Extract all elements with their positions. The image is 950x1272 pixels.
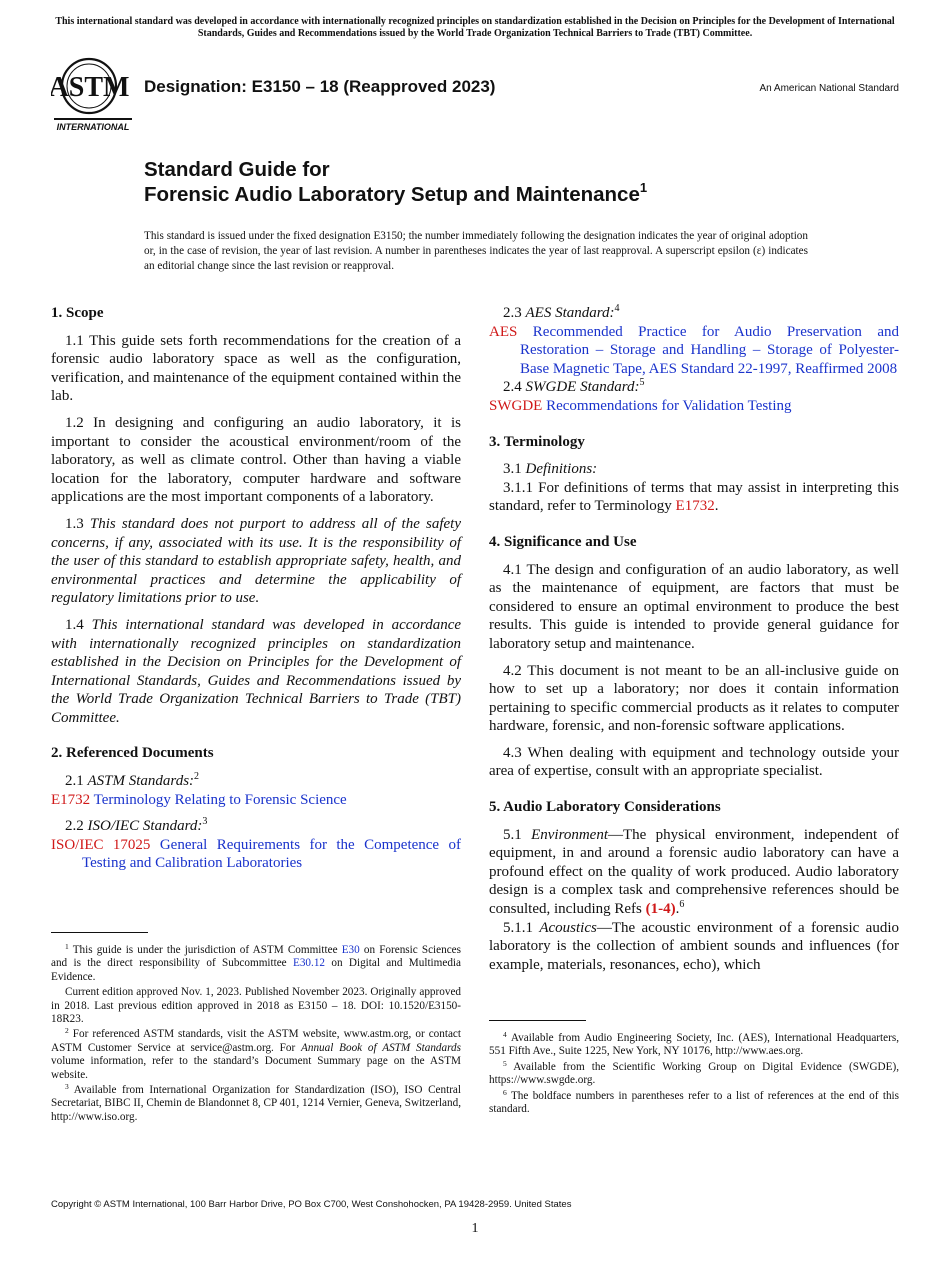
footnotes-right [489, 1032, 899, 1118]
paragraph-4-3: 4.3 When dealing with equipment and technology outside your area of expertise, consult with an appropriate specialist. [489, 744, 899, 780]
terminology-e1732-link[interactable]: E1732 [675, 498, 715, 515]
reference-e1732[interactable] [51, 791, 461, 810]
paragraph-1-4: 1.4 This international standard was developed in accordance with internationally recognized principles on standardization established in the Decision on Principles for the Development of International Standards, Guides and Recommendations issued by the World Trade Organization Technical Barriers to Trade (TBT) Committee. [51, 616, 462, 726]
subsection-2-4: 2.4 SWGDE Standard:$^5$ [503, 377, 645, 396]
footnote-rule-left [51, 932, 148, 933]
footnote-1-edition: Current edition approved Nov. 1, 2023. Published November 2023. Originally approved in 2018. Last previous edition approved in 2018 as E3150 – 18. DOI: 10.1520/E3150-18R23. [51, 986, 461, 1026]
reference-code: SWGDE [489, 397, 543, 414]
svg-text:ASTM: ASTM [51, 72, 130, 103]
left-column [51, 304, 461, 873]
paragraph-1-3: 1.3 This standard does not purport to address all of the safety concerns, if any, associated with its use. It is the responsibility of the user of this standard to establish appropriate safety, health, and environmental practices and determine the applicability of regulatory limitations prior to use. [51, 515, 462, 607]
right-column [489, 304, 899, 974]
paragraph-3-1-1: 3.1.1 For definitions of terms that may assist in interpreting this standard, refer to Terminology E1732. [489, 479, 899, 515]
footnote-rule-right [489, 1020, 586, 1021]
logo-wordmark: INTERNATIONAL [56, 122, 130, 132]
subsection-2-2: 2.2 ISO/IEC Standard:$^3$ [65, 816, 208, 835]
wto-notice: This international standard was developed in accordance with internationally recognized principles on standardization established in the Decision on Principles for the Development of International Standards, Guides and Recommendations issued by the World Trade Organization Technical Barriers to Trade (TBT) Committee. [55, 16, 895, 39]
astm-logo-mark [51, 56, 135, 132]
copyright-line: Copyright © ASTM International, 100 Barr Harbor Drive, PO Box C700, West Conshohocken, PA 19428-2959. United States [51, 1199, 572, 1210]
subsection-2-3: 2.3 AES Standard:$^4$ [503, 303, 620, 321]
document-title [144, 157, 647, 207]
section-heading-significance: 4. Significance and Use [489, 533, 637, 550]
paragraph-4-2: 4.2 This document is not meant to be an all-inclusive guide on how to set up a laboratory; nor does it contain information pertaining to specific commercial products as it relates to computer hardware, forensic, and non-forensic software applications. [489, 662, 899, 735]
reference-title: Recommended Practice for Audio Preservation and Restoration – Storage and Handling – Storage of Polyester-Base Magnetic Tape, AES Standard 22-1997, Reaffirmed 2008 [520, 323, 900, 377]
footnote-ref-3[interactable]: 3 [202, 816, 208, 828]
section-heading-terminology: 3. Terminology [489, 433, 585, 450]
reference-iso-17025[interactable] [51, 836, 461, 873]
reference-code: AES [489, 323, 518, 340]
subcommittee-link[interactable]: E30.12 [293, 957, 326, 970]
title-line-1: Standard Guide for [144, 158, 330, 181]
footnote-ref-2[interactable]: 2 [194, 771, 200, 783]
title-footnote-ref[interactable]: 1 [639, 180, 648, 195]
paragraph-4-1: 4.1 The design and configuration of an audio laboratory, as well as the maintenance of equipment, are factors that must be considered to ensure an optimal environment to produce the best results. This guide is intended to provide general guidance for laboratory setup and maintenance. [489, 561, 899, 652]
footnote-1: $^1$ This guide is under the jurisdiction of ASTM Committee E30 on Forensic Sciences and is the direct responsibility of Subcommittee E30.12 on Digital and Multimedia Evidence. [51, 942, 461, 983]
references-link[interactable]: (1-4) [645, 901, 676, 918]
committee-link[interactable]: E30 [341, 944, 360, 956]
footnote-6: $^6$ The boldface numbers in parentheses refer to a list of references at the end of this standard. [489, 1087, 899, 1116]
designation: Designation: E3150 – 18 (Reapproved 2023) [144, 77, 496, 96]
page-number: 1 [471, 1221, 479, 1236]
section-heading-audio-lab: 5. Audio Laboratory Considerations [489, 799, 721, 816]
title-line-2: Forensic Audio Laboratory Setup and Maintenance$^1$ [144, 180, 648, 206]
reference-aes[interactable] [489, 323, 899, 379]
reference-title: Recommendations for Validation Testing [546, 397, 792, 414]
footnote-5: $^5$ Available from the Scientific Working Group on Digital Evidence (SWGDE), https://www.swgde.org. [489, 1058, 899, 1087]
reference-title: General Requirements for the Competence of Testing and Calibration Laboratories [82, 836, 462, 872]
paragraph-5-1: 5.1 Environment—The physical environment, independent of equipment, in and around a forensic audio laboratory can have a profound effect on the quality of work produced. Audio laboratory design is a complex task and comprehensive references should be consulted, including Refs (1-4).$^6$ [489, 826, 899, 918]
issuance-note: This standard is issued under the fixed designation E3150; the number immediately following the designation indicates the year of original adoption or, in the case of revision, the year of last revision. A number in parentheses indicates the year of last reapproval. A superscript epsilon (ε) indicates an editorial change since the last revision or reapproval. [144, 230, 808, 272]
footnote-3: $^3$ Available from International Organization for Standardization (ISO), ISO Central Secretariat, BIBC II, Chemin de Blandonnet 8, CP 401, 1214 Vernier, Geneva, Switzerland, http://www.iso.org. [51, 1082, 461, 1123]
reference-code: ISO/IEC 17025 [51, 836, 151, 853]
reference-code: E1732 [51, 791, 91, 808]
subsection-2-1: 2.1 ASTM Standards:$^2$ [65, 771, 200, 790]
footnote-ref-4[interactable]: 4 [614, 303, 620, 314]
subsection-3-1: 3.1 Definitions: [503, 461, 598, 478]
paragraph-1-1: 1.1 This guide sets forth recommendations for the creation of a forensic audio laboratory space as well as the configuration, verification, and maintenance of the equipment contained within the lab. [51, 332, 461, 405]
footnote-ref-6[interactable]: 6 [679, 899, 685, 911]
footnote-2: $^2$ For referenced ASTM standards, visit the ASTM website, www.astm.org, or contact ASTM Customer Service at service@astm.org. For Annual Book of ASTM Standards volume information, refer to the standard’s Document Summary page on the ASTM website. [51, 1026, 461, 1081]
section-heading-scope: 1. Scope [51, 305, 104, 321]
astm-logo [51, 56, 135, 132]
section-heading-referenced-documents: 2. Referenced Documents [51, 745, 214, 762]
paragraph-1-2: 1.2 In designing and configuring an audio laboratory, it is important to consider the acoustical environment/room of the laboratory, as well as climate control. Other than having a viable location for the laboratory, computer hardware and software applications are the most important components of a laboratory. [51, 414, 461, 506]
american-national-standard: An American National Standard [759, 83, 899, 94]
footnote-ref-5[interactable]: 5 [639, 377, 645, 389]
reference-swgde[interactable] [489, 397, 899, 416]
reference-title: Terminology Relating to Forensic Science [93, 791, 347, 808]
paragraph-5-1-1: 5.1.1 Acoustics—The acoustic environment of a forensic audio laboratory is the collection of ambient sounds and influences (for example, materials, resonances, echo), which [489, 919, 900, 973]
footnote-4: $^4$ Available from Audio Engineering Society, Inc. (AES), International Headquarters, 551 Fifth Ave., Suite 1225, New York, NY 10176, http://www.aes.org. [489, 1030, 899, 1058]
footnotes-left [51, 944, 461, 1126]
